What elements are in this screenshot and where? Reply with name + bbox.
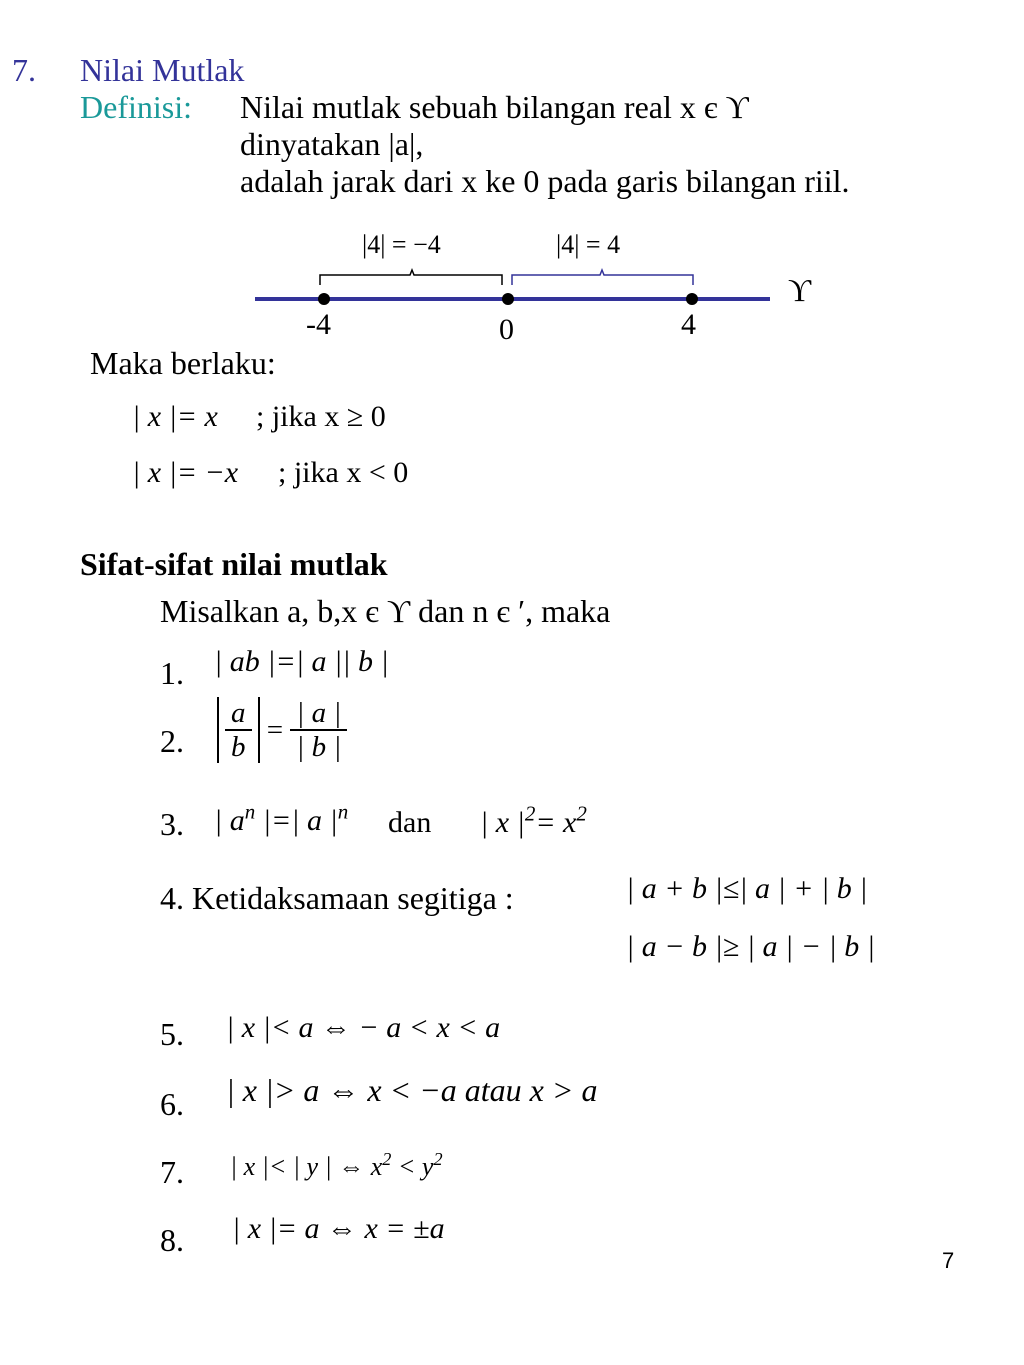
definition-line-2: dinyatakan |a|, <box>240 126 424 162</box>
p7-part-b: < y <box>391 1152 434 1181</box>
fraction-numerator: a <box>225 697 252 731</box>
p7-exponent-b: 2 <box>433 1149 443 1169</box>
right-brace <box>512 270 693 285</box>
property-4-line-1: | a + b |≤| a | + | b | <box>626 872 868 905</box>
definition-label: Definisi: <box>80 89 192 125</box>
property-3-expression <box>214 799 349 838</box>
property-1-expression: | ab |=| a || b | <box>214 645 389 678</box>
property-2-number: 2. <box>160 723 184 759</box>
p3-part-a: | a <box>214 804 245 837</box>
definition-line-3: adalah jarak dari x ke 0 pada garis bilangan riil. <box>240 163 850 199</box>
p7-exponent-a: 2 <box>382 1149 392 1169</box>
left-brace <box>320 270 502 285</box>
property-5-expression: | x |< a ⇔ − a < x < a <box>226 1011 501 1044</box>
rule-1-expression: | x |= x <box>132 400 218 433</box>
fraction-denominator: b <box>231 731 246 763</box>
p7-part-a: | x |< | y | ⇔ x <box>230 1152 383 1181</box>
tick-label-0: 0 <box>499 313 514 346</box>
property-7-number: 7. <box>160 1154 184 1190</box>
properties-intro: Misalkan a, b,x є ϒ dan n є ′, maka <box>160 593 611 629</box>
section-title: Nilai Mutlak <box>80 52 245 88</box>
definition-line-1: Nilai mutlak sebuah bilangan real x є ϒ <box>240 89 749 125</box>
point-0 <box>502 293 514 305</box>
page-number: 7 <box>942 1248 955 1273</box>
property-4-label: 4. Ketidaksamaan segitiga : <box>160 880 514 916</box>
property-1-number: 1. <box>160 655 184 691</box>
p3-part-d: = x <box>535 806 577 839</box>
abs-value-fraction <box>217 697 260 763</box>
properties-heading: Sifat-sifat nilai mutlak <box>80 546 388 582</box>
property-6-number: 6. <box>160 1086 184 1122</box>
rule-1-condition: ; jika x ≥ 0 <box>256 400 386 433</box>
property-6-expression: | x |> a ⇔ x < −a atau x > a <box>226 1072 598 1108</box>
p3-exponent-2a: 2 <box>524 801 536 826</box>
point-neg4 <box>318 293 330 305</box>
rhs-numerator: | a | <box>290 697 347 731</box>
property-4-line-2: | a − b |≥ | a | − | b | <box>626 930 875 963</box>
p3-exponent-n1: n <box>244 799 256 824</box>
fraction-a-over-b <box>225 697 252 763</box>
p3-exponent-2b: 2 <box>576 801 587 826</box>
property-3-number: 3. <box>160 806 184 842</box>
rules-intro: Maka berlaku: <box>90 345 276 381</box>
property-3-square <box>480 801 587 840</box>
label-abs-pos: |4| = 4 <box>556 230 621 259</box>
rule-2-condition: ; jika x < 0 <box>278 456 409 489</box>
p3-exponent-n2: n <box>337 799 349 824</box>
tick-label-neg4: -4 <box>306 308 331 341</box>
p3-part-c: | x | <box>480 806 525 839</box>
p3-part-b: |=| a | <box>255 804 338 837</box>
equals-sign: = <box>266 714 284 746</box>
tick-label-4: 4 <box>681 308 696 341</box>
section-number: 7. <box>12 52 36 88</box>
property-3-dan: dan <box>388 806 432 839</box>
property-8-expression: | x |= a ⇔ x = ±a <box>232 1212 445 1245</box>
real-set-symbol: ϒ <box>788 272 812 308</box>
property-7-expression <box>230 1149 443 1182</box>
property-8-number: 8. <box>160 1222 184 1258</box>
rhs-denominator: | b | <box>296 731 342 763</box>
property-5-number: 5. <box>160 1016 184 1052</box>
rule-2-expression: | x |= −x <box>132 456 239 489</box>
fraction-abs-a-over-abs-b <box>290 697 347 763</box>
property-2-expression <box>217 697 347 763</box>
point-4 <box>686 293 698 305</box>
label-abs-neg: |4| = −4 <box>362 230 441 259</box>
